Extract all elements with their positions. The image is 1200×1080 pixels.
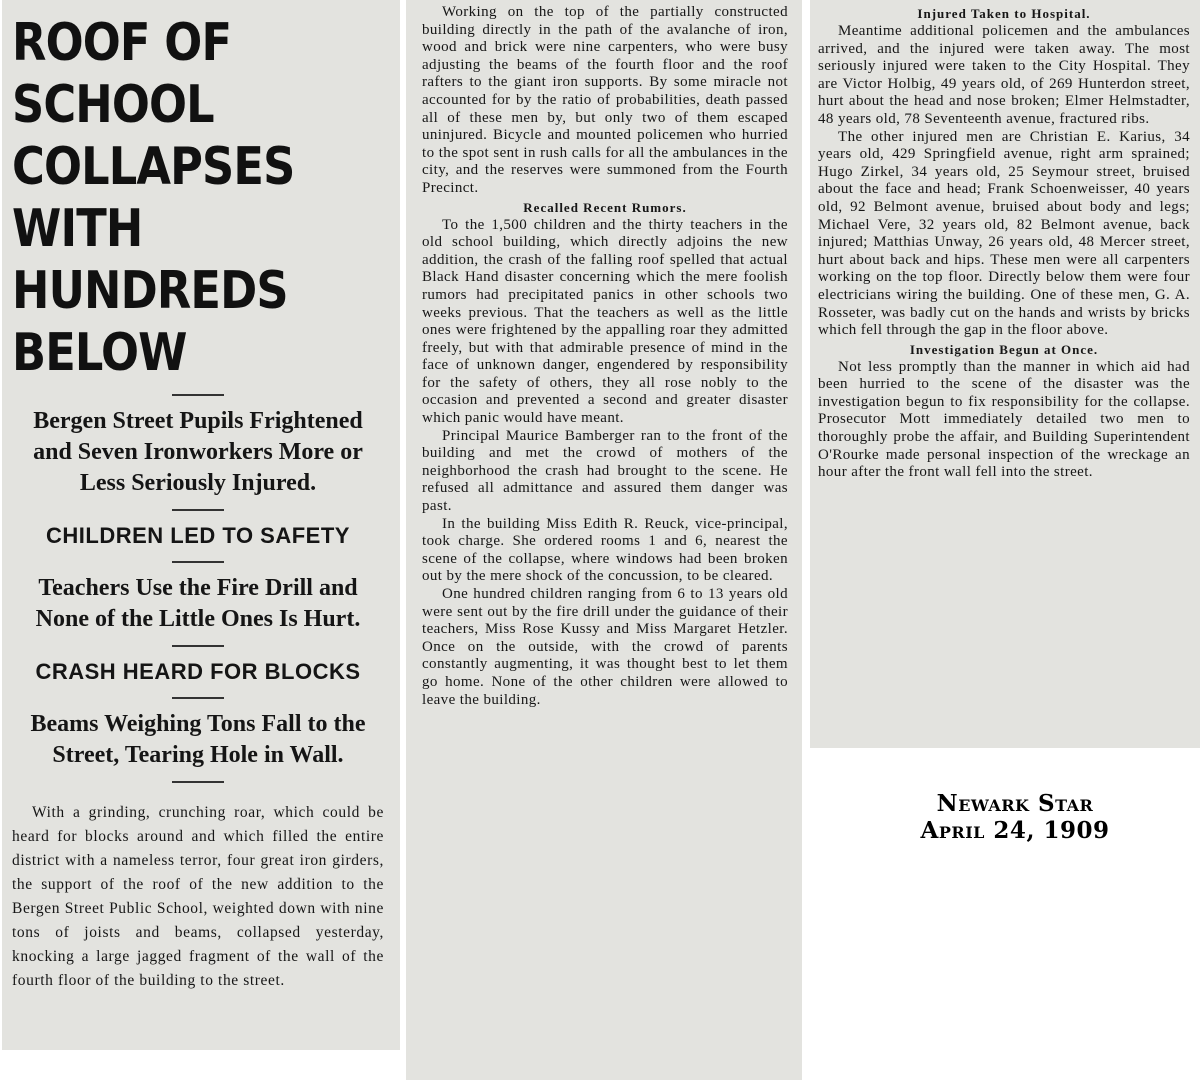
publication-name: Newark Star	[936, 790, 1094, 817]
section-subhead: Injured Taken to Hospital.	[917, 6, 1091, 21]
deck-subheadline-4: CRASH HEARD FOR BLOCKS	[35, 659, 361, 684]
divider-rule	[172, 645, 224, 647]
deck-subheadline-1: Bergen Street Pupils Frightened and Seven Ironworkers More or Less Seriously Injured.	[33, 408, 363, 496]
divider-rule	[172, 561, 224, 563]
source-caption	[880, 790, 1150, 844]
publication-date: April 24, 1909	[920, 817, 1110, 844]
body-paragraph: With a grinding, crunching roar, which could be heard for blocks around and which filled the entire district with a nameless terror, four great iron girders, the support of the roof of the new addition to the Bergen Street Public School, weighted down with nine tons of joists and beams, collapsed yesterday, knocking a large jagged fragment of the wall of the fourth floor of the building to the street.	[12, 804, 384, 989]
headline-line-1: ROOF OF SCHOOL	[12, 13, 232, 135]
body-paragraph: Meantime additional policemen and the ambulances arrived, and the injured were taken away. The most seriously injured were taken to the City Hospital. They are Victor Holbig, 49 years old, of 269 Hunterdon street, hurt about the head and nose broken; Elmer Helmstadter, 48 years old, 78 Seventeenth avenue, fractured ribs.	[818, 23, 1190, 127]
body-paragraph: Working on the top of the partially constructed building directly in the path of the avalanche of iron, wood and brick were nine carpenters, who were busy adjusting the beams of the fourth floor and the roof rafters to the giant iron supports. By some miracle not accounted for by the ratio of probabilities, death passed all of these men by, but only two of them escaped uninjured. Bicycle and mounted policemen who hurried to the spot sent in rush calls for all the ambulances in the city, and the reserves were summoned from the Fourth Precinct.	[422, 4, 788, 196]
body-paragraph: To the 1,500 children and the thirty teachers in the old school building, which directly adjoins the new addition, the crash of the falling roof spelled that actual Black Hand disaster concerning which the mere foolish rumors had precipitated panics in other schools two weeks previous. That the teachers as well as the little ones were frightened by the appalling roar they admitted freely, but with that admirable presence of mind in the face of unknown danger, engendered by responsibility for the safety of others, they all rose nobly to the occasion and prevented a second and greater disaster which panic would have meant.	[422, 216, 788, 427]
deck-subheadline-5: Beams Weighing Tons Fall to the Street, Tearing Hole in Wall.	[30, 711, 366, 768]
section-subhead: Recalled Recent Rumors.	[523, 199, 687, 215]
headline	[12, 12, 384, 384]
body-paragraph: Not less promptly than the manner in which aid had been hurried to the scene of the disaster was the investigation begun to fix responsibility for the collapse. Prosecutor Mott immediately detailed two men to thoroughly probe the affair, and Building Superintendent O'Rourke made personal inspection of the wreckage an hour after the front wall fell into the street.	[818, 358, 1190, 481]
headline-line-3: HUNDREDS BELOW	[12, 261, 288, 383]
body-paragraph: One hundred children ranging from 6 to 13 years old were sent out by the fire drill under the guidance of their teachers, Miss Rose Kussy and Miss Margaret Hetzler. Once on the outside, with the crowd of parents constantly augmenting, it was thought best to let them go home. None of the other children were allowed to leave the building.	[422, 586, 788, 708]
body-paragraph: Principal Maurice Bamberger ran to the front of the building and met the crowd of mothers of the neighborhood the crash had brought to the scene. He refused all admittance and assured them danger was past.	[422, 427, 788, 515]
section-subhead: Investigation Begun at Once.	[909, 341, 1099, 357]
body-paragraph: In the building Miss Edith R. Reuck, vice-principal, took charge. She ordered rooms 1 and 6, nearest the scene of the collapse, where windows had been broken out by the mere shock of the concussion, to be cleared.	[422, 515, 788, 585]
divider-rule	[172, 781, 224, 783]
deck-subheadline-2: CHILDREN LED TO SAFETY	[46, 523, 350, 548]
article-column-1	[2, 0, 400, 1050]
article-column-2	[406, 0, 802, 1080]
divider-rule	[172, 509, 224, 511]
headline-line-2: COLLAPSES WITH	[12, 137, 295, 259]
body-paragraph: The other injured men are Christian E. Karius, 34 years old, 429 Springfield avenue, right arm sprained; Hugo Zirkel, 34 years old, 25 Seymour street, bruised about the face and head; Frank Schoenweisser, 40 years old, 92 Belmont avenue, bruised about body and legs; Michael Vere, 32 years old, 82 Belmont avenue, back injured; Matthias Unway, 26 years old, 48 Mercer street, hurt about back and hips. These men were all carpenters working on the top floor. Directly below them were four electricians wiring the building. One of these men, G. A. Rosseter, was badly cut on the hands and wrists by bricks which fell through the gap in the floor above.	[818, 128, 1190, 339]
deck-subheadline-3: Teachers Use the Fire Drill and None of the Little Ones Is Hurt.	[35, 575, 361, 632]
divider-rule	[172, 394, 224, 396]
article-column-3	[810, 0, 1200, 748]
divider-rule	[172, 697, 224, 699]
